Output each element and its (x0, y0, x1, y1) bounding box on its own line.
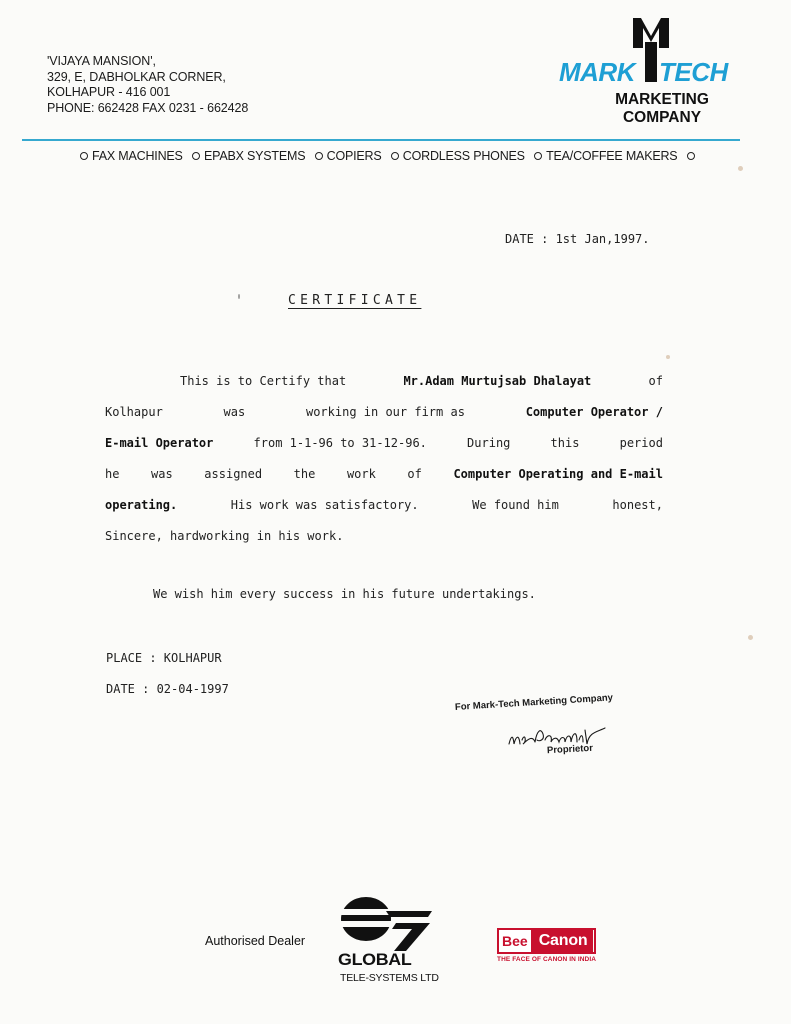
address-line: KOLHAPUR - 416 001 (47, 85, 171, 99)
address-line: 329, E, DABHOLKAR CORNER, (47, 69, 226, 84)
paper-speck (238, 294, 240, 299)
body-text: During (467, 436, 511, 450)
canon-logo-box (497, 928, 596, 954)
paper-speck (666, 355, 670, 359)
assigned-work: operating. (105, 498, 178, 512)
bullet-icon (315, 152, 323, 160)
bullet-icon (80, 152, 88, 160)
svg-text:TECH: TECH (659, 57, 728, 87)
body-line (105, 490, 663, 521)
certificate-body (105, 366, 663, 552)
global-brand-name: GLOBAL (338, 950, 412, 969)
logo-tagline-line: COMPANY (622, 109, 702, 126)
body-text: assigned (204, 467, 263, 481)
employee-name: Mr.Adam Murtujsab Dhalayat (403, 374, 592, 388)
body-line (105, 459, 663, 490)
logo-tagline (597, 91, 727, 127)
bullet-icon (534, 152, 542, 160)
body-text: Sincere, hardworking in his work. (105, 529, 344, 543)
global-brand-subtitle: TELE-SYSTEMS LTD (340, 972, 439, 984)
company-stamp: For Mark-Tech Marketing Company (454, 692, 614, 713)
bee-label: Bee (499, 930, 533, 952)
paper-speck (748, 635, 753, 640)
body-text: This is to Certify that (180, 374, 347, 388)
svg-text:MARK: MARK (559, 57, 635, 87)
body-text: period (619, 436, 663, 450)
body-text: was (223, 405, 246, 419)
marktech-logo (555, 18, 740, 130)
global-logo-icon (336, 893, 436, 953)
product-item: TEA/COFFEE MAKERS (546, 149, 678, 163)
product-item: COPIERS (326, 149, 382, 163)
body-text: honest, (612, 498, 663, 512)
closing-wish: We wish him every success in his future undertakings. (153, 587, 536, 601)
letter-date: DATE : 1st Jan,1997. (505, 232, 650, 246)
body-text: work (346, 467, 376, 481)
body-text: We found him (472, 498, 559, 512)
address-line: PHONE: 662428 FAX 0231 - 662428 (47, 100, 249, 115)
issue-date: DATE : 02-04-1997 (106, 682, 229, 696)
certificate-title: CERTIFICATE (288, 293, 422, 308)
letterhead-address (47, 54, 248, 116)
body-line (105, 428, 663, 459)
body-line (105, 521, 663, 552)
body-text: Kolhapur (105, 405, 163, 419)
body-text: was (151, 467, 173, 481)
paper-speck (738, 166, 743, 171)
product-item: EPABX SYSTEMS (203, 149, 306, 163)
body-text: the (293, 467, 316, 481)
body-text: of (407, 467, 422, 481)
body-text: he (105, 467, 120, 481)
product-item: CORDLESS PHONES (402, 149, 525, 163)
marktech-logo-mark (555, 18, 740, 98)
product-item: FAX MACHINES (92, 149, 183, 163)
letterhead-divider (22, 139, 740, 141)
body-text: working in our firm as (305, 405, 465, 419)
bullet-icon (687, 152, 695, 160)
canon-label: Canon (533, 930, 594, 952)
job-role: E-mail Operator (105, 436, 214, 450)
canon-tagline: THE FACE OF CANON IN INDIA (497, 956, 597, 963)
body-text: His work was satisfactory. (230, 498, 419, 512)
body-line (105, 397, 663, 428)
proprietor-stamp: Proprietor (546, 742, 594, 757)
employment-period: from 1-1-96 to 31-12-96. (253, 436, 427, 450)
assigned-work: Computer Operating and E-mail (453, 467, 663, 481)
bee-canon-logo (497, 928, 596, 963)
authorised-dealer-label: Authorised Dealer (205, 934, 306, 948)
body-text: this (550, 436, 580, 450)
product-list (76, 149, 699, 163)
body-line (105, 366, 663, 397)
body-text: of (648, 374, 663, 388)
place-line: PLACE : KOLHAPUR (106, 651, 222, 665)
bullet-icon (391, 152, 399, 160)
address-line: 'VIJAYA MANSION', (47, 54, 156, 68)
bullet-icon (192, 152, 200, 160)
job-role: Computer Operator / (525, 405, 663, 419)
logo-tagline-line: MARKETING (615, 91, 709, 108)
